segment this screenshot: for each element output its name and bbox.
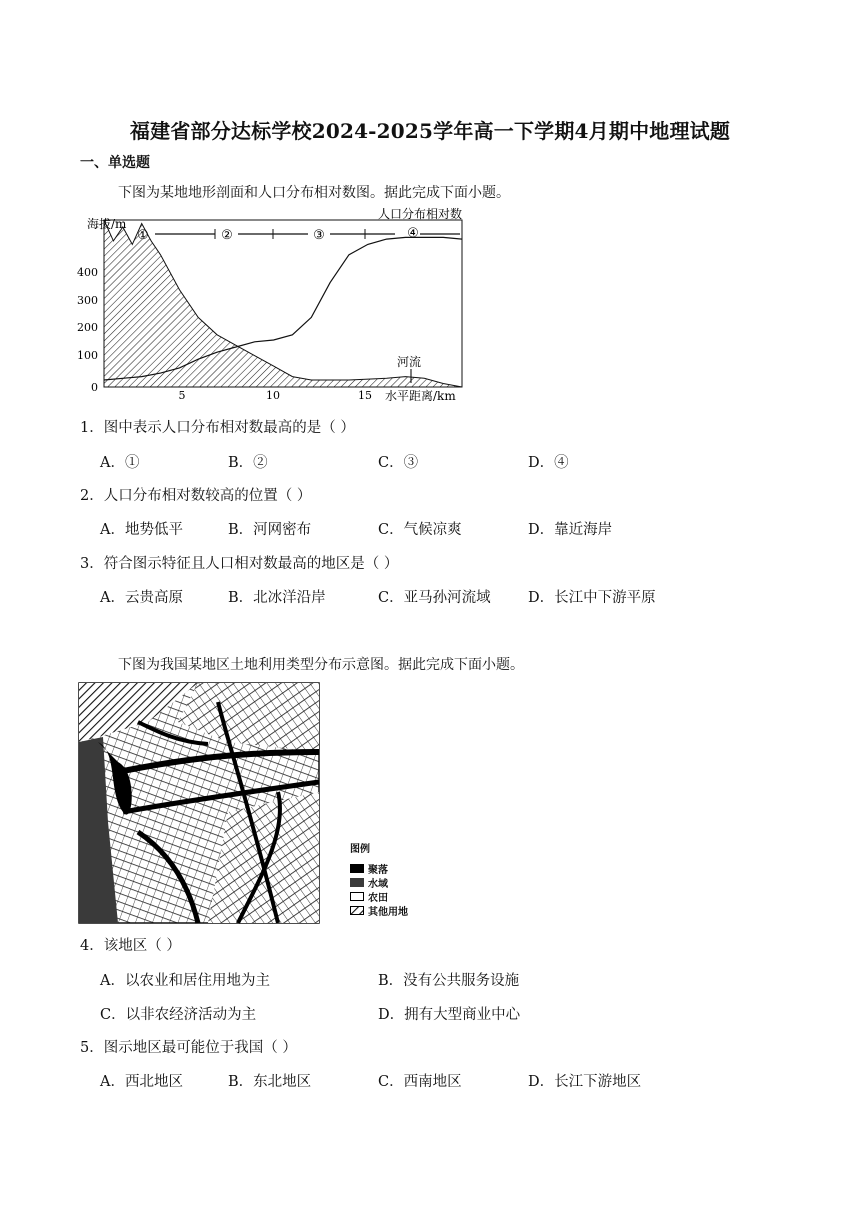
farmland-swatch [350,892,364,901]
x-tick: 5 [178,389,186,402]
q2-option-c[interactable]: C．气候凉爽 [378,522,462,538]
y-tick: 300 [77,294,98,307]
question-1: 1．图中表示人口分布相对数最高的是（ ） [80,420,355,436]
water-swatch [350,878,364,887]
question-3: 3．符合图示特征且人口相对数最高的地区是（ ） [80,556,399,572]
page-title: 福建省部分达标学校2024-2025学年高一下学期4月期中地理试题 [129,119,731,143]
q2-option-b[interactable]: B．河网密布 [228,522,312,538]
q5-option-a[interactable]: A．西北地区 [100,1074,183,1090]
q3-option-a[interactable]: A．云贵高原 [100,590,183,606]
zone-2: ② [221,228,233,243]
right-axis-label: 人口分布相对数 [378,207,463,221]
y-tick: 0 [91,381,98,394]
q5-option-d[interactable]: D．长江下游地区 [528,1074,642,1090]
legend-item-farmland [350,889,408,903]
q2-option-a[interactable]: A．地势低平 [100,522,183,538]
q4-option-d[interactable]: D．拥有大型商业中心 [378,1007,521,1023]
q3-option-d[interactable]: D．长江中下游平原 [528,590,656,606]
q3-option-b[interactable]: B．北冰洋沿岸 [228,590,326,606]
legend-label: 水域 [368,878,388,890]
y-tick: 100 [77,349,98,362]
y-axis-label: 海拔/m [87,217,127,231]
zone-3: ③ [313,228,325,243]
legend-label: 其他用地 [368,906,408,918]
map-legend [350,840,408,917]
question-4: 4．该地区（ ） [80,938,181,954]
river-label: 河流 [397,355,422,369]
other-land-swatch [350,906,364,915]
x-tick: 10 [266,389,280,402]
legend-title: 图例 [350,844,370,855]
y-tick: 200 [77,321,98,334]
q3-option-c[interactable]: C．亚马孙河流域 [378,590,491,606]
q4-option-a[interactable]: A．以农业和居住用地为主 [100,973,270,989]
zone-4: ④ [407,226,419,241]
question-5: 5．图示地区最可能位于我国（ ） [80,1040,297,1056]
section-heading: 一、单选题 [80,155,150,171]
question-2: 2．人口分布相对数较高的位置（ ） [80,488,312,504]
y-tick: 400 [77,266,98,279]
x-tick: 15 [358,389,372,402]
zone-1: ① [137,228,149,243]
q4-option-c[interactable]: C．以非农经济活动为主 [100,1007,257,1023]
legend-item-other [350,903,408,917]
q1-option-c[interactable]: C．③ [378,455,419,471]
group2-intro: 下图为我国某地区土地利用类型分布示意图。据此完成下面小题。 [118,657,524,673]
x-axis-label: 水平距离/km [385,389,456,403]
terrain-population-chart [75,200,475,410]
q4-option-b[interactable]: B．没有公共服务设施 [378,973,520,989]
q1-option-d[interactable]: D．④ [528,455,569,471]
legend-item-settlement [350,861,408,875]
group1-intro: 下图为某地地形剖面和人口分布相对数图。据此完成下面小题。 [118,185,510,201]
legend-label: 聚落 [368,864,388,876]
q5-option-c[interactable]: C．西南地区 [378,1074,462,1090]
q2-option-d[interactable]: D．靠近海岸 [528,522,613,538]
legend-label: 农田 [368,892,388,904]
settlement-swatch [350,864,364,873]
q5-option-b[interactable]: B．东北地区 [228,1074,312,1090]
q1-option-b[interactable]: B．② [228,455,268,471]
land-use-map [78,682,320,924]
legend-item-water [350,875,408,889]
q1-option-a[interactable]: A．① [100,455,140,471]
